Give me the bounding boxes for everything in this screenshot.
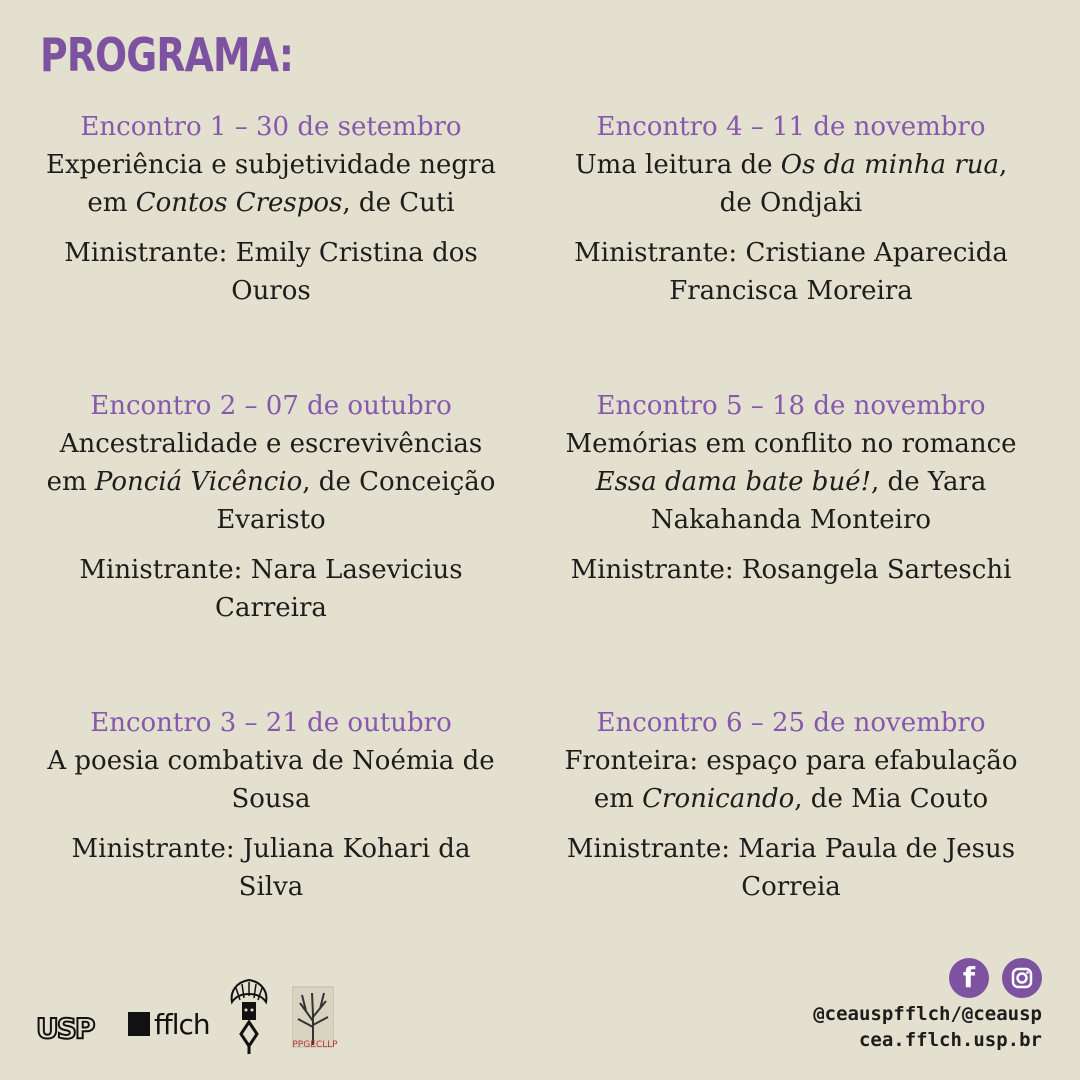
encontro-2 — [36, 387, 506, 627]
topic-author: , de Conceição Evaristo — [216, 467, 496, 535]
encontro-topic — [556, 146, 1026, 222]
topic-book-title: Essa dama bate bué! — [595, 467, 872, 497]
topic-text: Memórias em conflito no romance — [565, 429, 1017, 459]
encontro-teacher: Ministrante: Rosangela Sarteschi — [570, 555, 1012, 585]
topic-text: Fronteira: espaço para efabulação em — [564, 746, 1018, 814]
topic-text: Uma leitura de — [574, 150, 781, 180]
topic-text: A poesia combativa de Noémia de Sousa — [47, 746, 495, 814]
encontro-topic — [36, 146, 506, 222]
website-link[interactable]: cea.fflch.usp.br — [858, 1029, 1042, 1051]
topic-text: Ancestralidade e escrevivências em — [46, 429, 483, 497]
encontro-6 — [556, 704, 1026, 906]
facebook-icon[interactable]: f — [949, 958, 989, 998]
topic-book-title: Os da minha rua — [780, 150, 999, 180]
encontro-topic — [36, 742, 506, 818]
encontro-topic — [556, 425, 1026, 539]
encontro-5 — [556, 387, 1026, 589]
encontro-teacher: Ministrante: Cristiane Aparecida Francisca Moreira — [574, 238, 1008, 306]
encontro-topic — [36, 425, 506, 539]
cea-logo — [226, 978, 272, 1056]
instagram-icon[interactable] — [1002, 958, 1042, 998]
page-title: PROGRAMA: — [40, 28, 294, 82]
topic-author: , de Mia Couto — [794, 784, 989, 814]
encontro-topic — [556, 742, 1026, 818]
encontro-teacher: Ministrante: Maria Paula de Jesus Correia — [566, 834, 1016, 902]
topic-book-title: Ponciá Vicêncio — [94, 467, 303, 497]
ppgecllp-label: PPGECLLP — [292, 1040, 338, 1050]
topic-author: , de Cuti — [342, 188, 455, 218]
usp-logo: USP — [36, 1012, 94, 1045]
fflch-logo: fflch — [154, 1008, 210, 1041]
encontro-title: Encontro 5 – 18 de novembro — [596, 391, 986, 421]
encontro-3 — [36, 704, 506, 906]
encontro-teacher: Ministrante: Nara Lasevicius Carreira — [79, 555, 463, 623]
topic-text: Experiência e subjetividade negra em — [46, 150, 496, 218]
encontro-4 — [556, 108, 1026, 310]
topic-book-title: Cronicando — [642, 784, 795, 814]
fflch-logo-mark — [128, 1012, 150, 1036]
encontro-teacher: Ministrante: Juliana Kohari da Silva — [71, 834, 471, 902]
encontro-teacher: Ministrante: Emily Cristina dos Ouros — [64, 238, 478, 306]
social-icons — [782, 958, 1042, 1000]
encontro-title: Encontro 6 – 25 de novembro — [596, 708, 986, 738]
topic-author: , de Yara Nakahanda Monteiro — [650, 467, 987, 535]
encontro-title: Encontro 4 – 11 de novembro — [596, 112, 986, 142]
encontro-title: Encontro 2 – 07 de outubro — [90, 391, 452, 421]
social-handles[interactable]: @ceauspfflch/@ceausp — [813, 1003, 1042, 1025]
encontro-title: Encontro 1 – 30 de setembro — [80, 112, 462, 142]
topic-author: , de Ondjaki — [719, 150, 1008, 218]
topic-book-title: Contos Crespos — [135, 188, 343, 218]
encontro-title: Encontro 3 – 21 de outubro — [90, 708, 452, 738]
social-block — [782, 958, 1042, 1052]
encontro-1 — [36, 108, 506, 310]
